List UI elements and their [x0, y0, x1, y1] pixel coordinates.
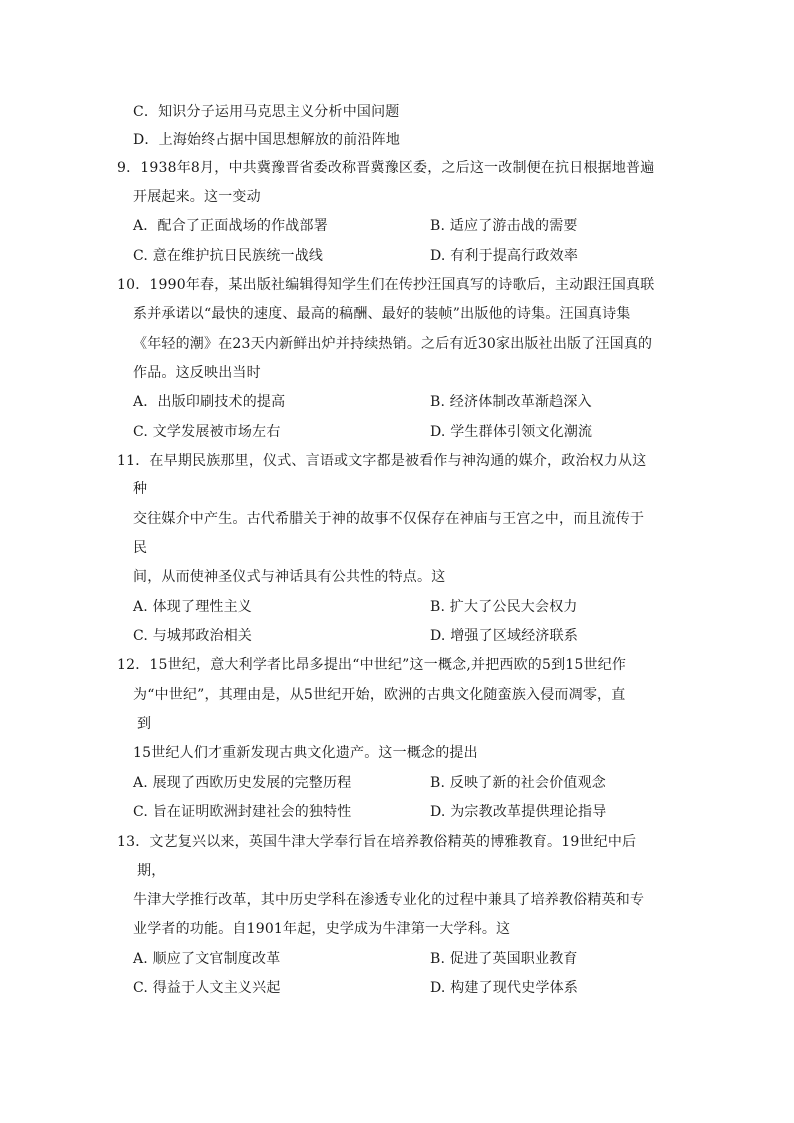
- q10-option-b: B. 经济体制改革渐趋深入: [430, 394, 592, 410]
- q13-stem-line1-wrap: 期，: [137, 863, 166, 879]
- q10-option-c: C. 文学发展被市场左右: [133, 424, 281, 440]
- q12-stem-line3: 15世纪人们才重新发现古典文化遗产。这一概念的提出: [133, 745, 478, 761]
- q9-stem-line2: 开展起来。这一变动: [133, 189, 261, 205]
- q10-stem-line1: 10．1990年春，某出版社编辑得知学生们在传抄汪国真写的诗歌后，主动跟汪国真联: [117, 277, 655, 293]
- q13-option-a: A. 顺应了文官制度改革: [133, 951, 281, 967]
- q10-stem-line4: 作品。这反映出当时: [133, 365, 261, 381]
- q12-option-a: A. 展现了西欧历史发展的完整历程: [133, 775, 352, 791]
- q9-option-b: B. 适应了游击战的需要: [430, 218, 578, 234]
- q9-option-a: A．配合了正面战场的作战部署: [133, 218, 328, 234]
- q13-option-d: D. 构建了现代史学体系: [430, 980, 579, 996]
- q12-stem-line2: 为“中世纪”，其理由是，从5世纪开始，欧洲的古典文化随蛮族入侵而凋零，直: [133, 687, 626, 703]
- q11-option-b: B. 扩大了公民大会权力: [430, 599, 578, 615]
- q13-stem-line1: 13．文艺复兴以来，英国牛津大学奉行旨在培养教俗精英的博雅教育。19世纪中后: [117, 834, 637, 850]
- q11-stem-line2-wrap: 民: [133, 540, 148, 556]
- q10-option-a: A．出版印刷技术的提高: [133, 394, 286, 410]
- q11-stem-line1: 11．在早期民族那里，仪式、言语或文字都是被看作与神沟通的媒介，政治权力从这: [117, 453, 647, 469]
- q13-option-b: B. 促进了英国职业教育: [430, 951, 578, 967]
- q12-option-b: B. 反映了新的社会价值观念: [430, 775, 606, 791]
- q11-stem-line2: 交往媒介中产生。古代希腊关于神的故事不仅保存在神庙与王宫之中，而且流传于: [133, 511, 645, 527]
- q9-option-d: D. 有利于提高行政效率: [430, 248, 579, 264]
- q11-stem-line1-wrap: 种: [133, 481, 148, 497]
- q12-stem-line1: 12．15世纪，意大利学者比昂多提出“中世纪”这一概念,并把西欧的5到15世纪作: [117, 657, 627, 673]
- q11-stem-line3: 间，从而使神圣仪式与神话具有公共性的特点。这: [133, 569, 446, 585]
- q10-stem-line2: 系并承诺以“最快的速度、最高的稿酬、最好的装帧”出版他的诗集。汪国真诗集: [133, 306, 631, 322]
- q12-option-d: D. 为宗教改革提供理论指导: [430, 804, 607, 820]
- q11-option-a: A. 体现了理性主义: [133, 599, 253, 615]
- q8-option-c: C．知识分子运用马克思主义分析中国问题: [133, 104, 400, 120]
- q13-option-c: C. 得益于人文主义兴起: [133, 980, 281, 996]
- q12-option-c: C. 旨在证明欧洲封建社会的独特性: [133, 804, 352, 820]
- q13-stem-line3: 业学者的功能。自1901年起，史学成为牛津第一大学科。这: [133, 921, 511, 937]
- q10-option-d: D. 学生群体引领文化潮流: [430, 424, 593, 440]
- q13-stem-line2: 牛津大学推行改革，其中历史学科在渗透专业化的过程中兼具了培养教俗精英和专: [133, 892, 645, 908]
- q11-option-c: C. 与城邦政治相关: [133, 628, 253, 644]
- q12-stem-line2-wrap: 到: [137, 716, 152, 732]
- q10-stem-line3: 《年轻的潮》在23天内新鲜出炉并持续热销。之后有近30家出版社出版了汪国真的: [133, 336, 653, 352]
- q9-stem-line1: 9．1938年8月，中共冀豫晋省委改称晋冀豫区委，之后这一改制便在抗日根据地普遍: [117, 160, 655, 176]
- q9-option-c: C. 意在维护抗日民族统一战线: [133, 248, 324, 264]
- q11-option-d: D. 增强了区域经济联系: [430, 628, 579, 644]
- q8-option-d: D．上海始终占据中国思想解放的前沿阵地: [133, 132, 401, 148]
